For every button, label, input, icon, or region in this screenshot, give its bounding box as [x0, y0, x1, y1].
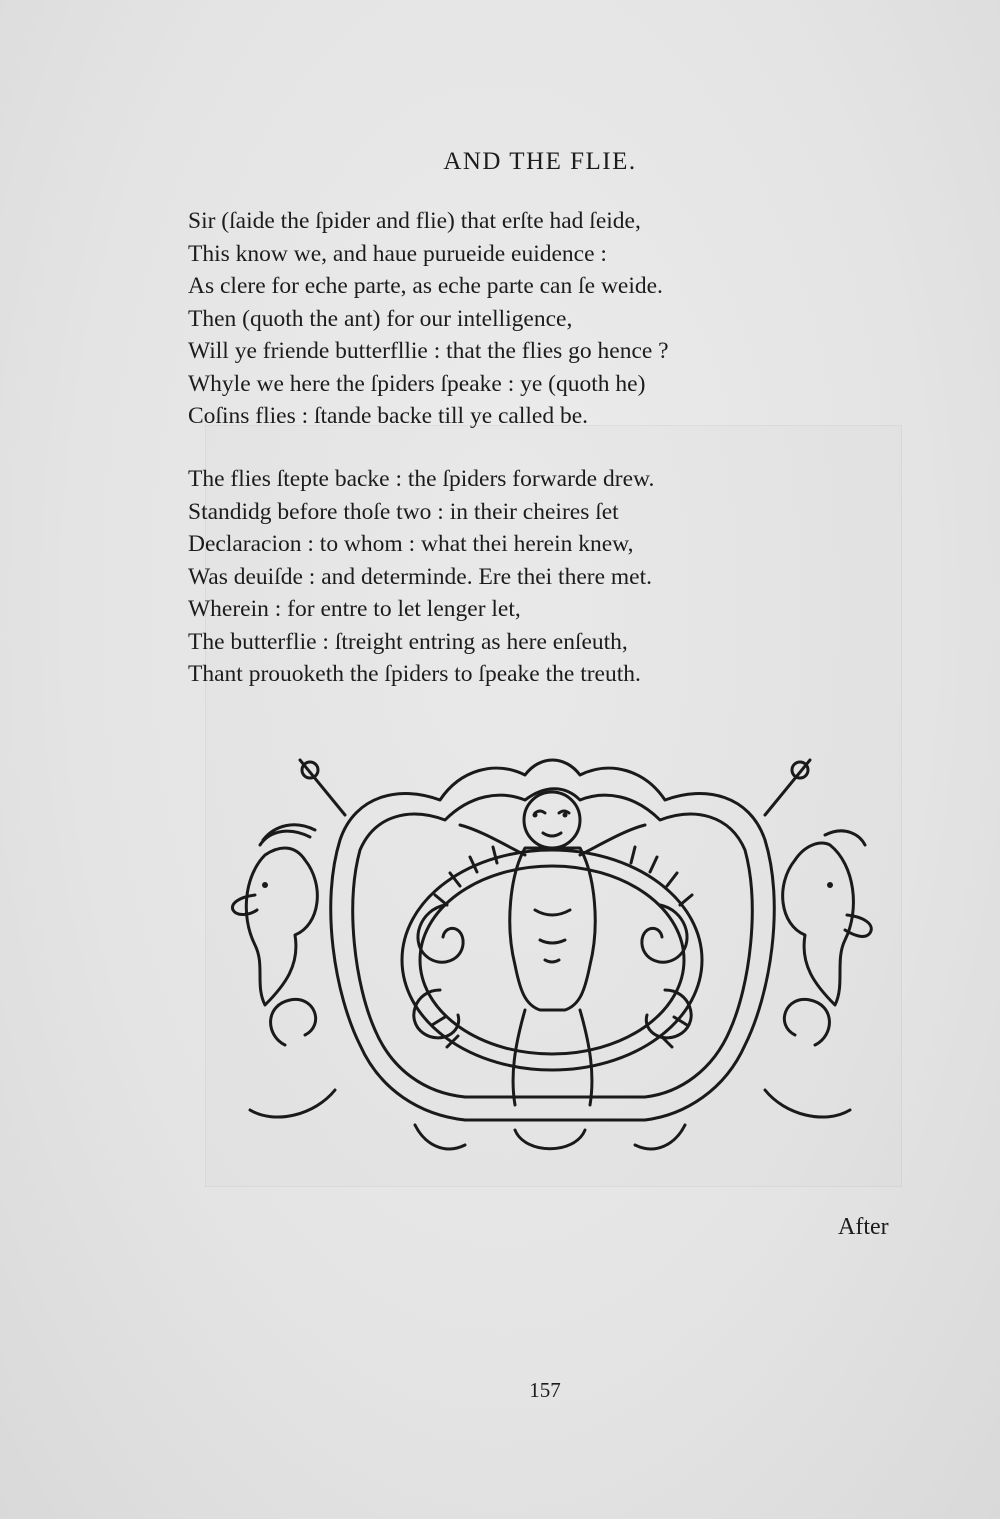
stanza-2: [188, 463, 868, 691]
verse-line: Wherein : for entre to let lenger let,: [188, 596, 521, 622]
verse-line: Coſins flies : ſtande backe till ye called be.: [188, 403, 589, 429]
verse-line: The butterflie : ſtreight entring as here enſeuth,: [188, 628, 628, 655]
verse-line: As clere for eche parte, as eche parte can ſe weide.: [188, 273, 663, 299]
verse-line: Declaracion : to whom : what thei herein knew,: [188, 531, 634, 557]
running-head: AND THE FLIE.: [443, 148, 637, 175]
verse-line: Standidg before thoſe two : in their cheires ſet: [188, 498, 619, 525]
verse-line: Sir (ſaide the ſpider and flie) that erſte had ſeide,: [188, 208, 641, 234]
verse-line: Thant prouoketh the ſpiders to ſpeake the treuth.: [188, 661, 641, 687]
woodcut-ornament-image: [225, 745, 875, 1165]
verse-line: Will ye friende butterfllie : that the flies go hence ?: [188, 338, 669, 364]
catchword: After: [838, 1214, 889, 1240]
verse-line: This know we, and haue purueide euidence :: [188, 240, 607, 267]
stanza-1: [188, 205, 868, 433]
verse-line: Then (quoth the ant) for our intelligence,: [188, 305, 573, 332]
page-number: 157: [529, 1378, 561, 1402]
verse-line: The flies ſtepte backe : the ſpiders forwarde drew.: [188, 466, 655, 492]
verse-line: Whyle we here the ſpiders ſpeake : ye (quoth he): [188, 370, 646, 397]
verse-line: Was deuiſde : and determinde. Ere thei there met.: [188, 563, 653, 590]
